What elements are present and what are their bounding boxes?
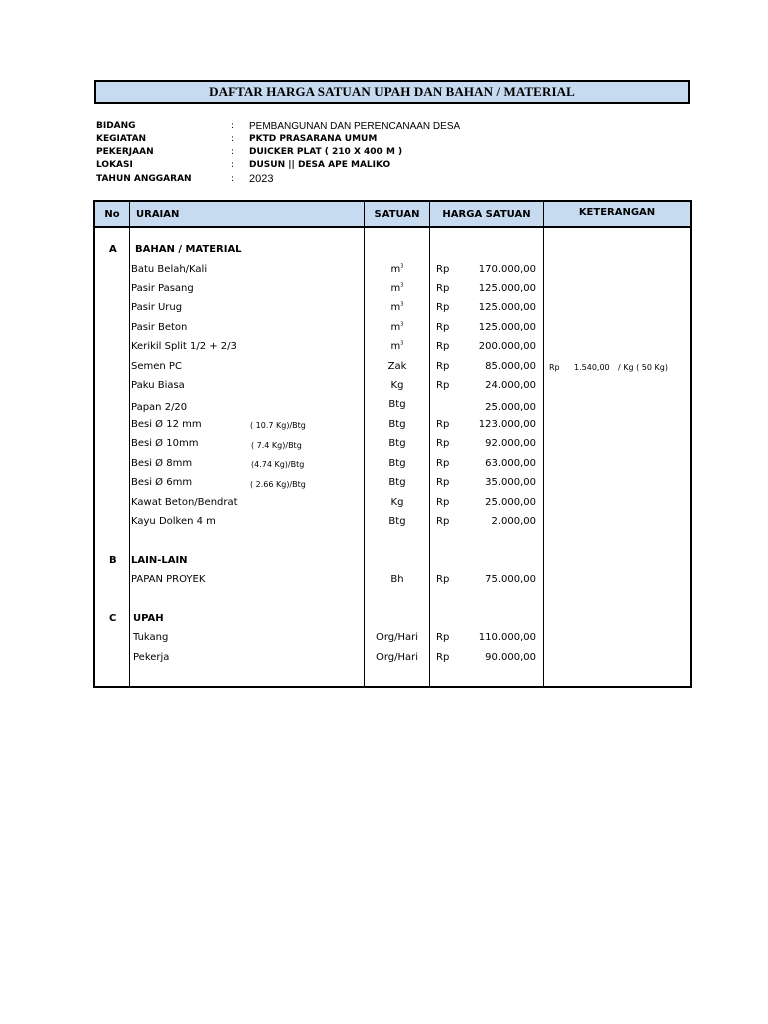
item-price: 125.000,00	[478, 302, 536, 313]
item-price: 170.000,00	[478, 264, 536, 275]
item-currency: Rp	[436, 516, 450, 527]
note-currency: Rp	[549, 363, 560, 372]
column-divider	[429, 202, 430, 686]
info-label: BIDANG	[96, 121, 136, 131]
info-value: PEMBANGUNAN DAN PERENCANAAN DESA	[249, 121, 461, 132]
item-name: Kayu Dolken 4 m	[131, 516, 216, 527]
item-currency: Rp	[436, 419, 450, 430]
item-price: 200.000,00	[478, 341, 536, 352]
header-harga: HARGA SATUAN	[442, 208, 531, 220]
info-colon: :	[231, 174, 235, 184]
item-price: 35.000,00	[485, 477, 536, 488]
item-currency: Rp	[436, 458, 450, 469]
item-currency: Rp	[436, 497, 450, 508]
info-value: DUSUN || DESA APE MALIKO	[249, 160, 391, 170]
info-row-pekerjaan	[96, 147, 656, 161]
section-no: B	[109, 555, 117, 566]
info-value: 2023	[249, 173, 274, 185]
item-unit: Kg	[390, 380, 404, 391]
header-no: No	[104, 208, 120, 220]
item-unit: Org/Hari	[375, 652, 419, 663]
column-divider	[129, 202, 130, 686]
item-price: 85.000,00	[485, 361, 536, 372]
item-name: Besi Ø 8mm	[131, 458, 193, 469]
item-price: 90.000,00	[485, 652, 536, 663]
item-spec: ( 7.4 Kg)/Btg	[251, 441, 302, 450]
item-price: 25.000,00	[485, 402, 536, 413]
item-price: 125.000,00	[478, 283, 536, 294]
item-unit: Btg	[388, 399, 406, 410]
header-keterangan: KETERANGAN	[578, 206, 656, 218]
section-no: A	[109, 244, 117, 255]
item-unit: Btg	[388, 477, 406, 488]
item-name: Paku Biasa	[131, 380, 185, 391]
item-price: 75.000,00	[485, 574, 536, 585]
item-name: Semen PC	[131, 361, 182, 372]
item-currency: Rp	[436, 322, 450, 333]
item-spec: (4.74 Kg)/Btg	[251, 460, 305, 469]
info-value: DUICKER PLAT ( 210 X 400 M )	[249, 147, 403, 157]
item-spec: ( 10.7 Kg)/Btg	[250, 421, 306, 430]
title-box	[94, 80, 690, 104]
info-label: LOKASI	[96, 160, 133, 170]
note-unit: / Kg ( 50 Kg)	[618, 363, 668, 372]
item-unit: Btg	[388, 458, 406, 469]
item-unit: $m^3$	[390, 282, 404, 294]
info-label: PEKERJAAN	[96, 147, 154, 157]
item-price: 110.000,00	[478, 632, 536, 643]
item-unit: Org/Hari	[375, 632, 419, 643]
item-name: Pasir Urug	[131, 302, 183, 313]
info-row-lokasi	[96, 160, 656, 174]
item-unit: $m^3$	[390, 321, 404, 333]
item-currency: Rp	[436, 632, 450, 643]
info-label: KEGIATAN	[96, 134, 147, 144]
info-colon: :	[231, 147, 235, 157]
item-name: Besi Ø 6mm	[131, 477, 193, 488]
item-name: Besi Ø 10mm	[131, 438, 199, 449]
item-currency: Rp	[436, 264, 450, 275]
info-colon: :	[231, 121, 235, 131]
item-spec: ( 2.66 Kg)/Btg	[250, 480, 306, 489]
item-name: Batu Belah/Kali	[131, 264, 208, 275]
item-name: Papan 2/20	[131, 402, 188, 413]
item-currency: Rp	[436, 652, 450, 663]
item-unit: Zak	[387, 361, 407, 372]
item-unit: Btg	[388, 516, 406, 527]
item-price: 125.000,00	[478, 322, 536, 333]
info-row-tahun	[96, 174, 656, 188]
info-row-bidang	[96, 121, 656, 135]
item-name: Pasir Pasang	[131, 283, 194, 294]
item-currency: Rp	[436, 341, 450, 352]
item-name: Kerikil Split 1/2 + 2/3	[131, 341, 237, 352]
page-title: DAFTAR HARGA SATUAN UPAH DAN BAHAN / MATERIAL	[209, 84, 575, 99]
item-currency: Rp	[436, 283, 450, 294]
item-name: Tukang	[133, 632, 169, 643]
section-no: C	[109, 613, 117, 624]
item-currency: Rp	[436, 477, 450, 488]
item-currency: Rp	[436, 574, 450, 585]
item-name: Pekerja	[133, 652, 170, 663]
item-price: 2.000,00	[491, 516, 536, 527]
item-unit: Btg	[388, 438, 406, 449]
header-satuan: SATUAN	[374, 208, 420, 220]
price-table	[93, 200, 692, 688]
section-title: LAIN-LAIN	[131, 555, 188, 566]
header-uraian: URAIAN	[136, 208, 180, 220]
item-unit: $m^3$	[390, 263, 404, 275]
item-name: PAPAN PROYEK	[131, 574, 206, 585]
item-name: Kawat Beton/Bendrat	[131, 497, 238, 508]
item-price: 92.000,00	[485, 438, 536, 449]
info-colon: :	[231, 160, 235, 170]
item-currency: Rp	[436, 361, 450, 372]
item-price: 63.000,00	[485, 458, 536, 469]
info-row-kegiatan	[96, 134, 656, 148]
item-price: 24.000,00	[485, 380, 536, 391]
section-title: BAHAN / MATERIAL	[135, 244, 242, 255]
note-value: 1.540,00	[574, 363, 610, 372]
item-unit: Btg	[388, 419, 406, 430]
item-currency: Rp	[436, 302, 450, 313]
info-value: PKTD PRASARANA UMUM	[249, 134, 378, 144]
item-unit: $m^3$	[390, 340, 404, 352]
item-price: 25.000,00	[485, 497, 536, 508]
column-divider	[543, 202, 544, 686]
section-title: UPAH	[133, 613, 164, 624]
item-currency: Rp	[436, 380, 450, 391]
info-label: TAHUN ANGGARAN	[96, 174, 192, 184]
item-price: 123.000,00	[478, 419, 536, 430]
item-name: Besi Ø 12 mm	[131, 419, 202, 430]
item-currency: Rp	[436, 438, 450, 449]
item-unit: $m^3$	[390, 301, 404, 313]
item-unit: Bh	[390, 574, 404, 585]
item-name: Pasir Beton	[131, 322, 188, 333]
item-unit: Kg	[390, 497, 404, 508]
info-colon: :	[231, 134, 235, 144]
